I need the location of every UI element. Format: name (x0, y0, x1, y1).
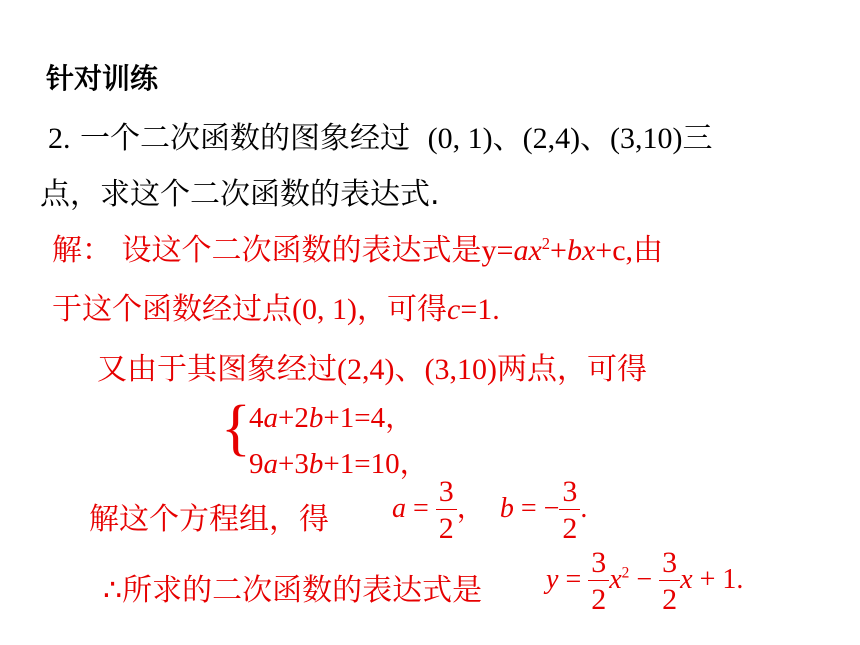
formula-plus: + (550, 234, 567, 267)
final-formula (546, 548, 743, 615)
fraction-b-numerator: 3 (559, 477, 580, 510)
eq1-var-a: a (263, 402, 278, 434)
solution-line-5: 解这个方程组，得 (89, 502, 329, 537)
eq2-coef-b: +3 (278, 448, 309, 480)
final-fraction-2-denominator: 2 (662, 583, 678, 616)
solution-line-2-text: 于这个函数经过点 (52, 292, 292, 327)
equals-sign: = (406, 492, 436, 524)
equals-minus-sign: = − (513, 492, 560, 524)
final-x-squared: x (609, 563, 622, 595)
question-points: (0, 1)、(2,4)、(3,10) (427, 122, 683, 155)
final-exponent: 2 (621, 564, 630, 582)
section-title: 针对训练 (46, 62, 159, 95)
question-line-1 (48, 113, 713, 157)
conclusion-text: ∴所求的二次函数的表达式是 (103, 573, 483, 608)
eq1-coef-b: +2 (278, 402, 309, 434)
formula-y: y= (481, 234, 514, 267)
equation-2 (249, 441, 429, 482)
solution-line-1-end: 由 (633, 233, 664, 268)
formula-ax: ax (513, 234, 542, 267)
formula-c: +c, (595, 234, 634, 267)
fraction-a-denominator: 2 (438, 512, 454, 545)
solution-values (392, 477, 587, 544)
formula-exponent: 2 (541, 234, 551, 253)
var-a: a (392, 492, 406, 524)
solution-prefix: 解： 设这个二次函数的表达式是 (52, 233, 482, 268)
solution-line-3 (97, 344, 647, 388)
final-constant: + 1. (692, 563, 744, 595)
fraction-b (559, 477, 580, 544)
final-fraction-2-numerator: 3 (659, 548, 680, 581)
final-x: x (680, 563, 693, 595)
solution-point: (0, 1) (292, 293, 357, 326)
question-text-end: 三 (682, 121, 713, 156)
eq1-var-b: b (308, 402, 324, 434)
fraction-a (436, 477, 457, 544)
solution-line-1 (52, 225, 663, 269)
equation-system-brace: { (221, 394, 251, 462)
solution-line-3-end: 两点，可得 (496, 352, 647, 387)
final-y: y (546, 563, 559, 595)
eq1-rest: +1=4， (323, 402, 415, 434)
period: . (580, 492, 588, 524)
solution-line-3-text: 又由于其图象经过 (97, 352, 337, 387)
eq1-coef-a: 4 (249, 402, 264, 434)
fraction-b-denominator: 2 (562, 512, 578, 545)
final-fraction-1-denominator: 2 (591, 583, 607, 616)
var-b: b (499, 492, 514, 524)
fraction-a-numerator: 3 (436, 477, 457, 510)
question-number: 2. (48, 122, 71, 155)
solution-line-2-mid: ，可得 (356, 292, 447, 327)
final-fraction-2 (659, 548, 680, 615)
final-fraction-1-numerator: 3 (588, 548, 609, 581)
solution-line-2 (52, 284, 500, 328)
eq2-var-b: b (308, 448, 324, 480)
final-equals: = (558, 563, 589, 595)
solution-c-value: =1. (460, 293, 500, 326)
question-line-2: 点，求这个二次函数的表达式. (40, 177, 440, 212)
final-minus: − (629, 563, 660, 595)
eq2-rest: +1=10， (323, 448, 429, 480)
eq2-var-a: a (263, 448, 278, 480)
question-text: 一个二次函数的图象经过 (80, 121, 411, 156)
solution-c-var: c (446, 293, 461, 326)
equation-1 (249, 395, 414, 436)
solution-line-3-points: (2,4)、(3,10) (337, 353, 497, 386)
final-fraction-1 (588, 548, 609, 615)
separator: ， (456, 492, 485, 524)
formula-bx: bx (566, 234, 596, 267)
eq2-coef-a: 9 (249, 448, 264, 480)
